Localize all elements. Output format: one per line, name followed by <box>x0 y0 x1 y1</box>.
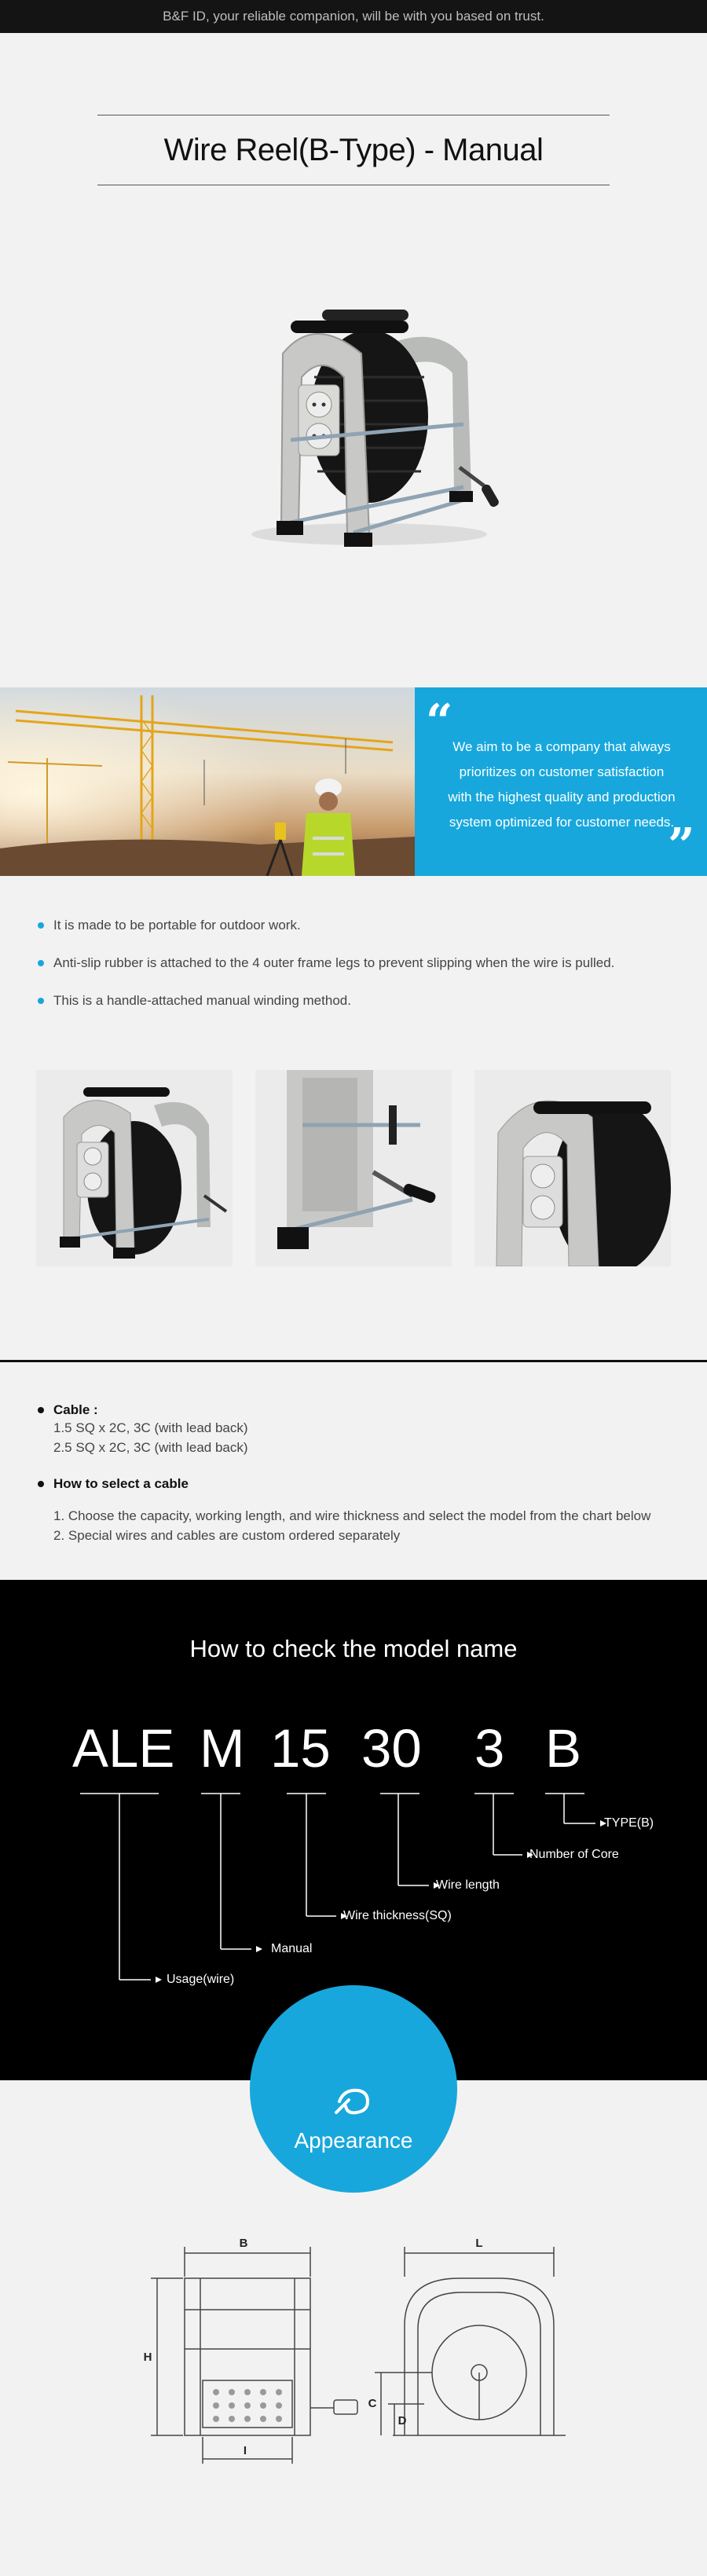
list-item: It is made to be portable for outdoor work. <box>36 918 680 955</box>
model-code-thickness: 15 <box>270 1718 331 1779</box>
page-title: Wire Reel(B-Type) - Manual <box>163 133 544 167</box>
list-item: Anti-slip rubber is attached to the 4 outer frame legs to prevent slipping when the wire is pulled. <box>36 955 680 993</box>
model-code-manual: M <box>200 1718 245 1779</box>
dimension-drawing <box>110 2231 613 2467</box>
section-divider <box>0 1360 707 1362</box>
product-thumbnail-2 <box>255 1070 452 1266</box>
construction-site-photo <box>0 687 415 876</box>
label-manual: Manual <box>271 1942 313 1955</box>
reel-logo-icon <box>333 2084 374 2119</box>
select-step: 2. Special wires and cables are custom ordered separately <box>53 1528 401 1543</box>
top-banner: B&F ID, your reliable companion, will be with you based on trust. <box>0 0 707 33</box>
model-title: How to check the model name <box>189 1635 518 1662</box>
select-cable-heading: How to select a cable <box>36 1476 696 1492</box>
list-item: This is a handle-attached manual winding method. <box>36 993 680 1031</box>
appearance-label: Appearance <box>294 2128 413 2153</box>
quote-text: We aim to be a company that always prioritizes on customer satisfaction with the highest quality and production system optimized for customer needs. <box>448 739 676 830</box>
select-step: 1. Choose the capacity, working length, and wire thickness and select the model from the chart below <box>53 1508 651 1523</box>
model-code-usage: ALE <box>72 1718 175 1779</box>
label-number-of-core: Number of Core <box>529 1848 619 1861</box>
label-usage: Usage(wire) <box>167 1973 235 1986</box>
quote-box <box>415 687 707 876</box>
dim-label-h: H <box>143 2351 152 2364</box>
product-thumbnail-3 <box>474 1070 671 1266</box>
dim-label-l: L <box>475 2237 483 2250</box>
product-thumbnail-1 <box>36 1070 233 1266</box>
label-wire-length: Wire length <box>436 1878 500 1892</box>
product-image-hero <box>236 299 503 566</box>
cable-option: 2.5 SQ x 2C, 3C (with lead back) <box>53 1440 248 1455</box>
appearance-badge <box>250 1985 457 2193</box>
label-type: TYPE(B) <box>604 1816 654 1830</box>
model-code-type: B <box>545 1718 582 1779</box>
construction-illustration <box>0 687 415 876</box>
dim-label-b: B <box>239 2237 248 2250</box>
dim-label-d: D <box>397 2414 407 2428</box>
model-code-length: 30 <box>361 1718 422 1779</box>
cable-option: 1.5 SQ x 2C, 3C (with lead back) <box>53 1420 248 1435</box>
model-code-core: 3 <box>474 1718 505 1779</box>
feature-list <box>36 918 680 1031</box>
close-quote-icon: ” <box>668 819 695 874</box>
cable-spec <box>36 1402 696 1545</box>
dim-label-i: I <box>243 2444 247 2457</box>
dim-label-c: C <box>368 2397 377 2410</box>
page-title-block <box>97 115 610 185</box>
cable-heading: Cable : <box>36 1402 696 1418</box>
company-statement-band <box>0 687 707 876</box>
open-quote-icon: “ <box>426 694 453 749</box>
label-wire-thickness: Wire thickness(SQ) <box>343 1909 452 1922</box>
